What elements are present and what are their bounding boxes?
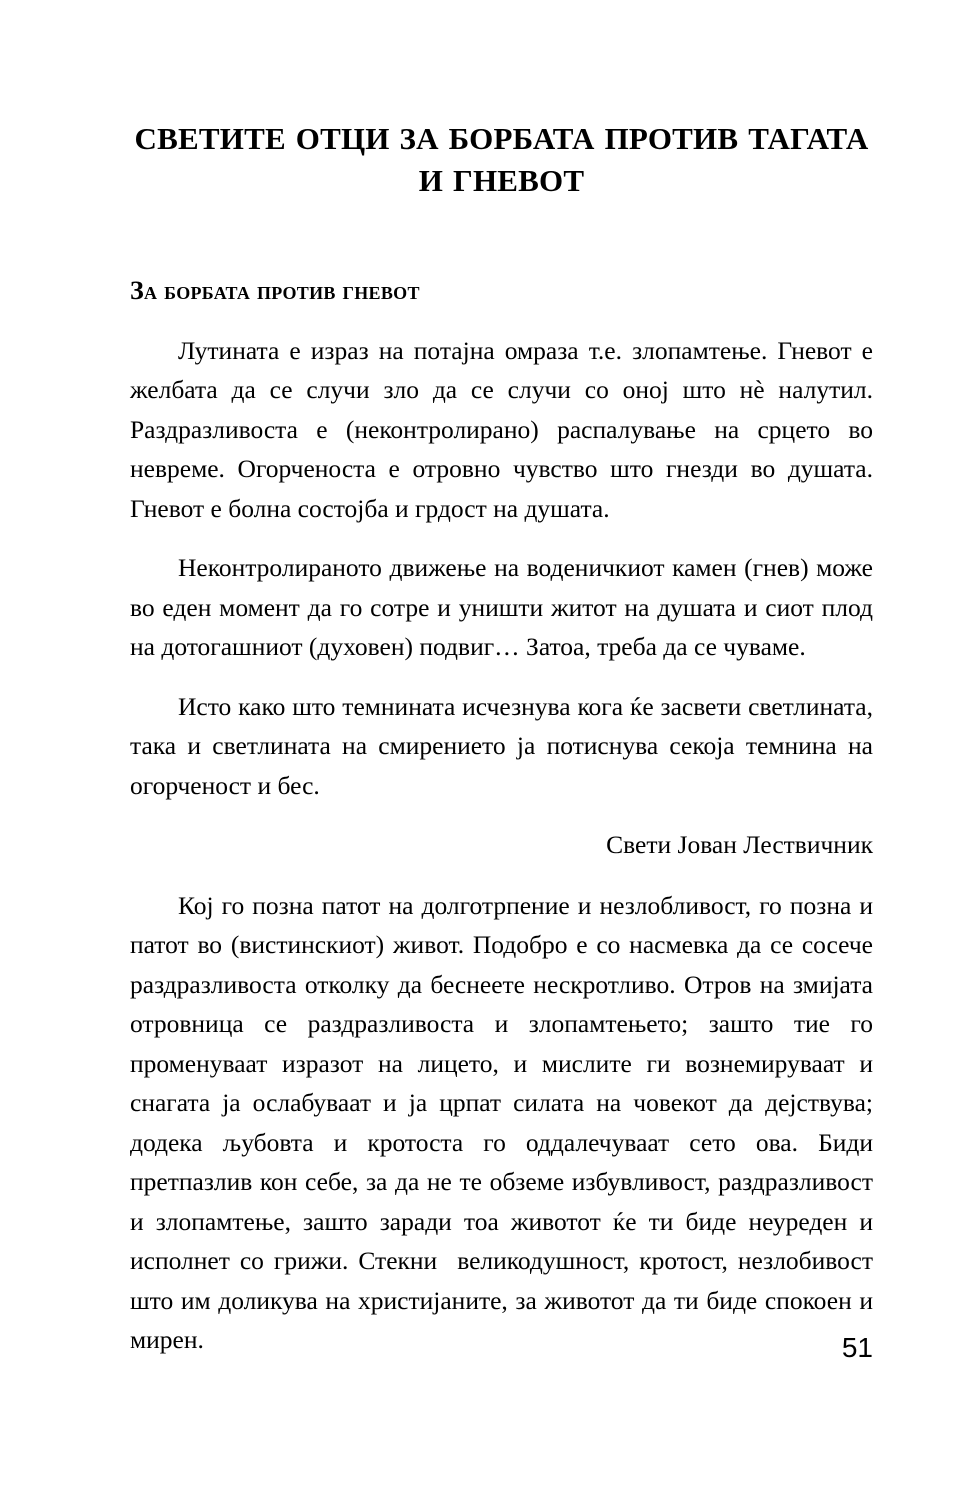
section-heading: За борбата против гневот <box>130 276 420 306</box>
closing-paragraph-gap <box>437 1246 457 1275</box>
body-paragraph: Лутината е израз на потајна омраза т.е. злопамтење. Гневот е желбата да се случи зло да се случи со оној што нѐ налутил. Раздразливоста е (неконтролирано) распалување на срцето во невреме. Огорченоста е отровно чувство што гнезди во душата. Гневот е болна состојба и грдост на душата. <box>130 335 873 523</box>
page-number: 51 <box>841 1332 873 1363</box>
closing-paragraph-text-start: Кој го позна патот на долготрпение и незлобливост, го позна и патот во (вистинскиот) живот. Подобро е со насмевка да се сосече раздразливоста отколку да беснеете нескротливо. Отров на змијата отровница се раздразливоста и злопамтењето; зашто тие го променуваат изразот на лицето, и мислите ги вознемируваат и снагата ја ослабуваат и ја црпат силата на човекот да дејствува; додека љубовта и кротоста го оддалечуваат сето ова. Биди претпазлив кон себе, за да не те обземе избувливост, раздразливост и злопамтење, зашто заради тоа животот ќе ти биде неуреден и исполнет со грижи. Стекни <box>130 890 873 1275</box>
body-paragraph: Неконтролираното движење на воденичкиот камен (гнев) може во еден момент да го сотре и уништи житот на душата и сиот плод на дотогашниот (духовен) подвиг… Затоа, треба да се чуваме. <box>130 553 873 661</box>
body-paragraph: Исто како што темнината исчезнува кога ќе засвети светлината, така и светлината на смирението ја потиснува секоја темнина на огорченост и бес. <box>130 691 873 800</box>
page-title: СВЕТИТЕ ОТЦИ ЗА БОРБАТА ПРОТИВ ТАГАТА И ГНЕВОТ <box>134 121 869 199</box>
body-paragraph <box>130 865 874 1363</box>
quote-attribution: Свети Јован Лествичник <box>606 830 873 859</box>
page-content-column <box>130 0 874 1363</box>
closing-paragraph-text-end: великодушност, кротост, незлобивост што им доликува на христијаните, за животот да ти биде спокоен и мирен. <box>130 1246 874 1354</box>
